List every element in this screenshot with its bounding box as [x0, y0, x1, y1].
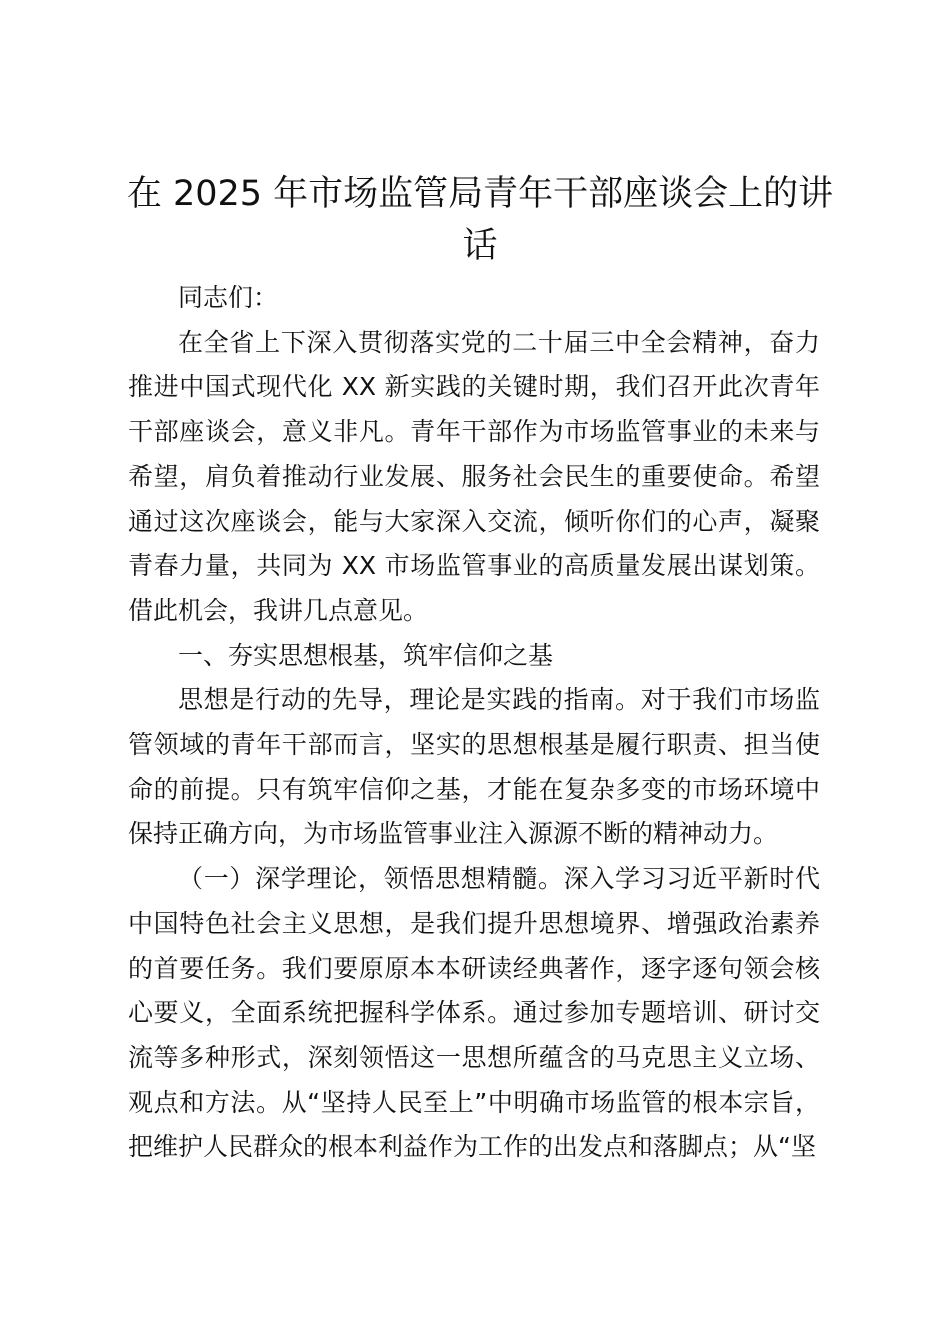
salutation: 同志们：	[178, 283, 279, 312]
section-heading-1: 一、夯实思想根基，筑牢信仰之基	[178, 640, 554, 670]
paragraph-subsection-1: （一）深学理论，领悟思想精髓。深入学习习近平新时代中国特色社会主义思想，是我们提升思想境界、增强政治素养的首要任务。我们要原原本本研读经典著作，逐字逐句领会核心要义，全面系统把握科学体系。通过参加专题培训、研讨交流等多种形式，深刻领悟这一思想所蕴含的马克思主义立场、观点和方法。从“坚持人民至上”中明确市场监管的根本宗旨，把维护人民群众的根本利益作为工作的出发点和落脚点；从“坚	[128, 864, 820, 1162]
document-body	[128, 276, 820, 1170]
paragraph-section-1: 思想是行动的先导，理论是实践的指南。对于我们市场监管领域的青年干部而言，坚实的思想根基是履行职责、担当使命的前提。只有筑牢信仰之基，才能在复杂多变的市场环境中保持正确方向，为市场监管事业注入源源不断的精神动力。	[128, 685, 820, 849]
document-title: 在 2025 年市场监管局青年干部座谈会上的讲话	[126, 174, 834, 266]
paragraph-intro: 在全省上下深入贯彻落实党的二十届三中全会精神，奋力推进中国式现代化 XX 新实践的关键时期，我们召开此次青年干部座谈会，意义非凡。青年干部作为市场监管事业的未来与希望，肩负着推动行业发展、服务社会民生的重要使命。希望通过这次座谈会，能与大家深入交流，倾听你们的心声，凝聚青春力量，共同为 XX 市场监管事业的高质量发展出谋划策。借此机会，我讲几点意见。	[128, 327, 820, 625]
